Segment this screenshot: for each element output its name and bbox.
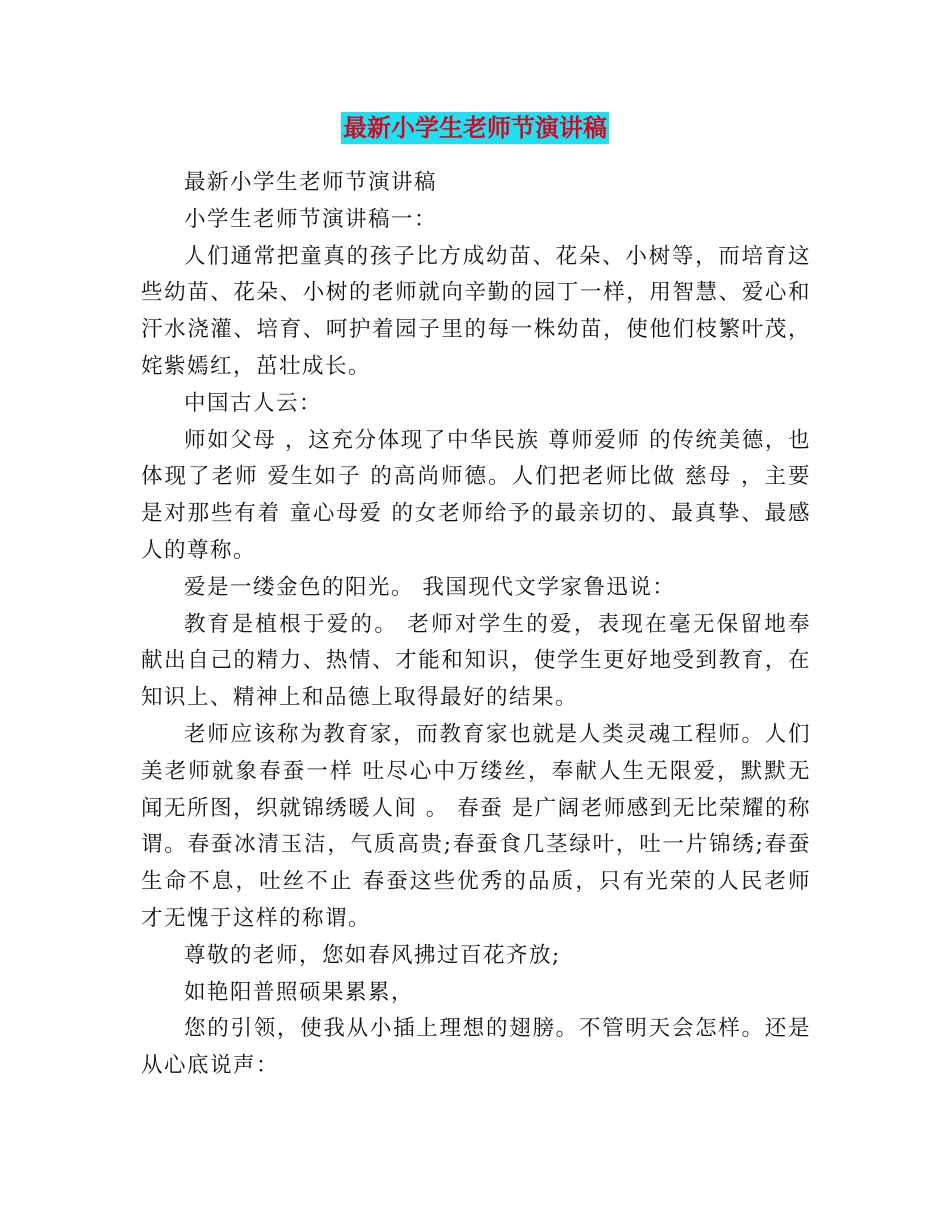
paragraph: 小学生老师节演讲稿一： xyxy=(184,206,438,232)
paragraph: 教育是植根于爱的。 老师对学生的爱，表现在毫无保留地奉献出自己的精力、热情、才能和知识，使学生更好地受到教育，在知识上、精神上和品德上取得最好的结果。 xyxy=(141,611,811,711)
title-container xyxy=(0,112,950,144)
document-title: 最新小学生老师节演讲稿 xyxy=(343,113,607,142)
paragraph: 尊敬的老师，您如春风拂过百花齐放; xyxy=(184,942,561,968)
document-body xyxy=(141,165,811,1085)
paragraph: 爱是一缕金色的阳光。 我国现代文学家鲁迅说： xyxy=(184,574,676,600)
paragraph: 老师应该称为教育家，而教育家也就是人类灵魂工程师。人们美老师就象春蚕一样 吐尽心中万缕丝，奉献人生无限爱，默默无闻无所图，织就锦绣暖人间 。 春蚕 是广阔老师感到无比荣耀的称谓。春蚕冰清玉洁，气质高贵;春蚕食几茎绿叶，吐一片锦绣;春蚕生命不息，吐丝不止 春蚕这些优秀的品质，只有光荣的人民老师才无愧于这样的称谓。 xyxy=(141,721,811,931)
paragraph: 师如父母 ，这充分体现了中华民族 尊师爱师 的传统美德，也体现了老师 爱生如子 的高尚师德。人们把老师比做 慈母 ，主要是对那些有着 童心母爱 的女老师给予的最亲切的、最真挚、最感人的尊称。 xyxy=(141,427,811,563)
paragraph: 人们通常把童真的孩子比方成幼苗、花朵、小树等，而培育这些幼苗、花朵、小树的老师就向辛勤的园丁一样，用智慧、爱心和汗水浇灌、培育、呵护着园子里的每一株幼苗，使他们枝繁叶茂，姹紫嫣红，茁壮成长。 xyxy=(141,243,811,379)
paragraph: 中国古人云： xyxy=(184,390,323,416)
paragraph: 您的引领，使我从小插上理想的翅膀。不管明天会怎样。还是从心底说声： xyxy=(141,1016,811,1079)
paragraph: 如艳阳普照硕果累累， xyxy=(184,979,415,1005)
paragraph: 最新小学生老师节演讲稿 xyxy=(184,170,438,195)
